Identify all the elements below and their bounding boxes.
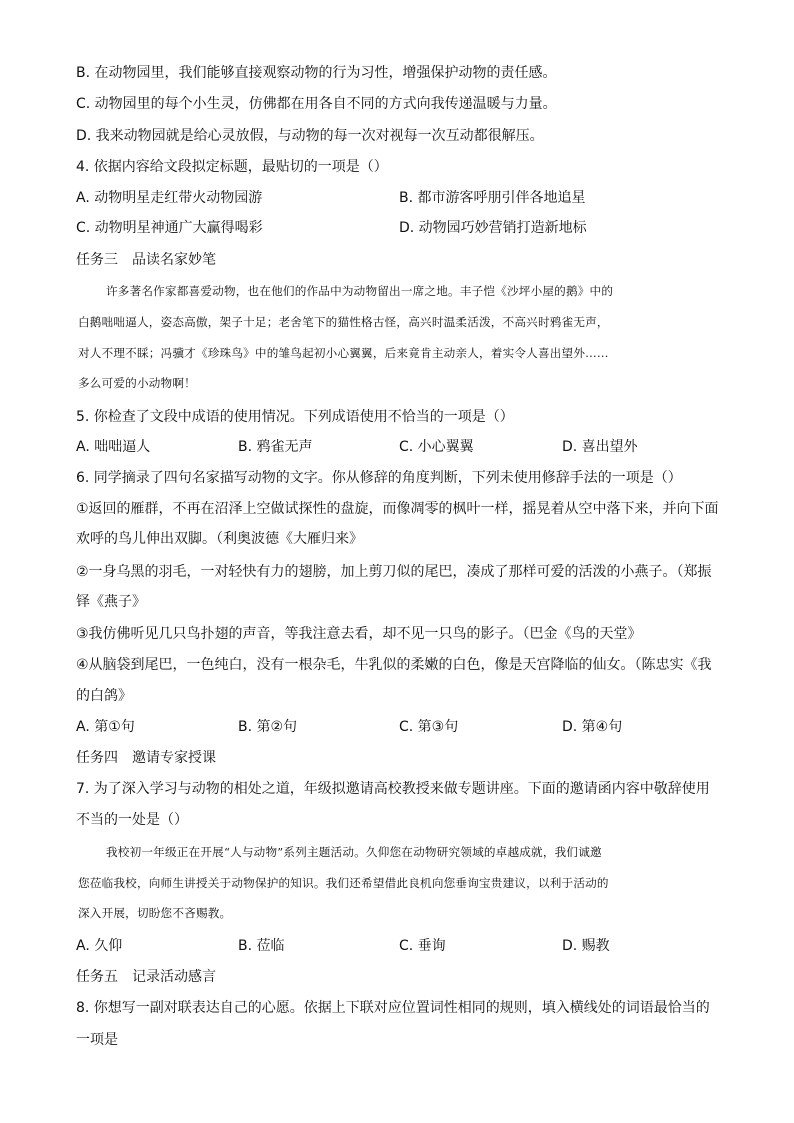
- q6-stem: 6. 同学摘录了四句名家描写动物的文字。你从修辞的角度判断，下列未使用修辞手法的一项是（）: [76, 470, 682, 486]
- q5-option-b: B. 鸦雀无声: [238, 439, 313, 455]
- q7-stem-line1: 7. 为了深入学习与动物的相处之道，年级拟邀请高校教授来做专题讲座。下面的邀请函内容中敬辞使用: [76, 781, 710, 797]
- task3-label: 任务三: [76, 252, 118, 268]
- q7-option-b: B. 莅临: [238, 938, 285, 954]
- task3-title: 品读名家妙笔: [132, 252, 216, 268]
- q4-option-c: C. 动物明星神通广大赢得喝彩: [76, 220, 263, 236]
- q5-stem: 5. 你检查了文段中成语的使用情况。下列成语使用不恰当的一项是（）: [76, 409, 514, 425]
- q6-quote-line: 欢呼的鸟儿伸出双脚。（利奥波德《大雁归来》: [76, 531, 363, 547]
- q5-option-a: A. 咄咄逼人: [76, 439, 151, 455]
- q4-stem: 4. 依据内容给文段拟定标题，最贴切的一项是（）: [76, 159, 388, 175]
- passage1-line: 多么可爱的小动物啊！: [78, 376, 196, 390]
- q6-quote-line: 铎《燕子》: [76, 594, 146, 610]
- q6-quote-line: ②一身乌黑的羽毛，一对轻快有力的翅膀，加上剪刀似的尾巴，凑成了那样可爱的活泼的小燕子。（郑振: [76, 564, 712, 580]
- task3-heading: [76, 250, 216, 270]
- q6-option-c: C. 第③句: [399, 719, 459, 735]
- q6-option-b: B. 第②句: [238, 719, 298, 735]
- q3-option-b: B. 在动物园里，我们能够直接观察动物的行为习性，增强保护动物的责任感。: [76, 65, 557, 81]
- q6-quote-line: ③我仿佛听见几只鸟扑翅的声音，等我注意去看，却不见一只鸟的影子。（巴金《鸟的天堂》: [76, 626, 642, 642]
- task5-title: 记录活动感言: [132, 969, 216, 985]
- q5-option-d: D. 喜出望外: [562, 439, 638, 455]
- passage1-line: 对人不理不睬；冯骥才《珍珠鸟》中的雏鸟起初小心翼翼，后来竟肯主动亲人，着实令人喜出望外……: [78, 346, 609, 360]
- q8-stem-line2: 一项是: [76, 1032, 118, 1048]
- q6-option-d: D. 第④句: [562, 719, 623, 735]
- task5-label: 任务五: [76, 969, 118, 985]
- q7-stem-line2: 不当的一处是（）: [76, 812, 188, 828]
- passage1-line: 许多著名作家都喜爱动物，也在他们的作品中为动物留出一席之地。丰子恺《沙坪小屋的鹅》中的: [106, 284, 614, 298]
- q6-quote-line: 的白鸽》: [76, 688, 132, 704]
- task5-heading: [76, 967, 216, 987]
- q7-option-d: D. 赐教: [562, 938, 610, 954]
- passage2-line: 您莅临我校，向师生讲授关于动物保护的知识。我们还希望借此良机向您垂询宝贵建议，以利于活动的: [78, 876, 609, 890]
- q7-option-c: C. 垂询: [399, 938, 446, 954]
- q5-option-c: C. 小心翼翼: [399, 439, 474, 455]
- passage2-line: 深入开展，切盼您不吝赐教。: [78, 906, 232, 920]
- passage2-line: 我校初一年级正在开展“人与动物”系列主题活动。久仰您在动物研究领域的卓越成就，我们诚邀: [106, 845, 602, 859]
- q4-option-a: A. 动物明星走红带火动物园游: [76, 190, 263, 206]
- task4-label: 任务四: [76, 750, 118, 766]
- q4-option-d: D. 动物园巧妙营销打造新地标: [399, 220, 587, 236]
- task4-title: 邀请专家授课: [132, 750, 216, 766]
- q3-option-c: C. 动物园里的每个小生灵，仿佛都在用各自不同的方式向我传递温暖与力量。: [76, 96, 557, 112]
- q6-quote-line: ①返回的雁群，不再在沼泽上空做试探性的盘旋，而像凋零的枫叶一样，摇晃着从空中落下来，并向下面: [76, 501, 719, 517]
- q3-option-d: D. 我来动物园就是给心灵放假，与动物的每一次对视每一次互动都很解压。: [76, 128, 544, 144]
- q7-option-a: A. 久仰: [76, 938, 123, 954]
- q4-option-b: B. 都市游客呼朋引伴各地追星: [399, 190, 586, 206]
- q6-quote-line: ④从脑袋到尾巴，一色纯白，没有一根杂毛，牛乳似的柔嫩的白色，像是天宫降临的仙女。（陈忠实《我: [76, 657, 712, 673]
- q6-option-a: A. 第①句: [76, 719, 135, 735]
- passage1-line: 白鹅咄咄逼人，姿态高傲，架子十足；老舍笔下的猫性格古怪，高兴时温柔活泼，不高兴时鸦雀无声，: [78, 315, 609, 329]
- q8-stem-line1: 8. 你想写一副对联表达自己的心愿。依据上下联对应位置词性相同的规则，填入横线处的词语最恰当的: [76, 1000, 710, 1016]
- task4-heading: [76, 748, 216, 768]
